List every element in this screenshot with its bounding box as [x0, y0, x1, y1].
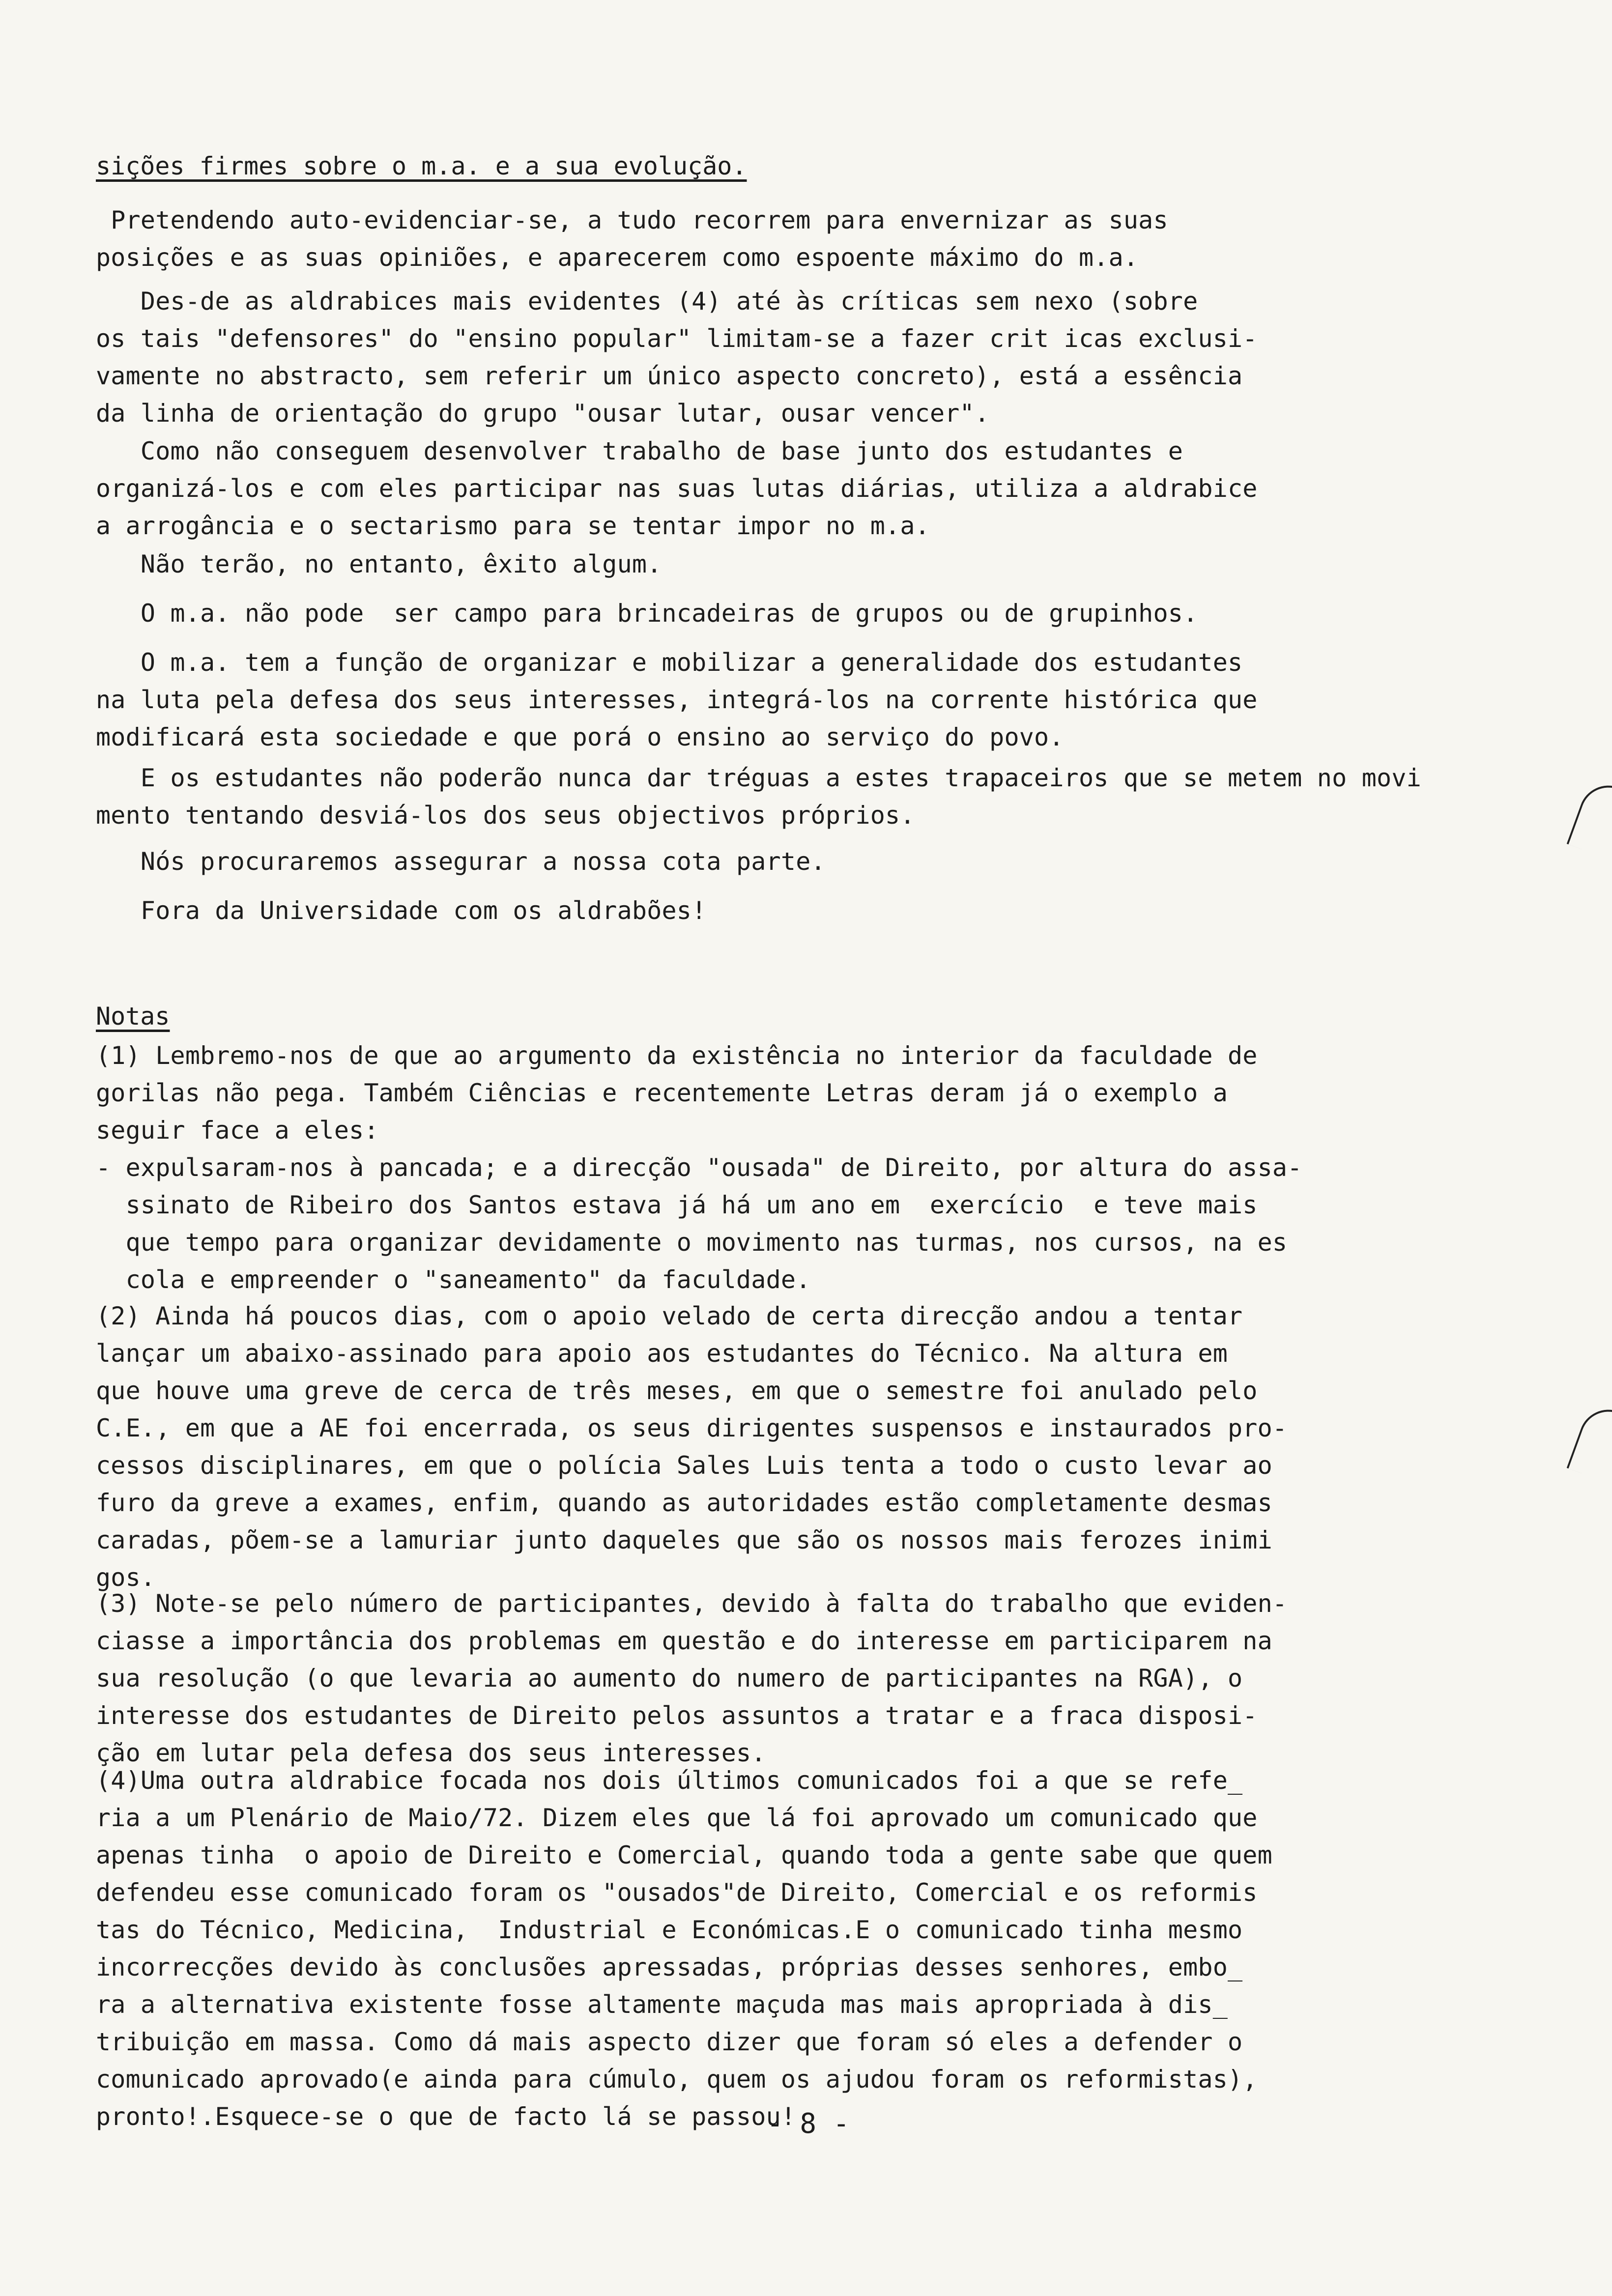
paragraph-9: Fora da Universidade com os aldrabões! [96, 896, 707, 925]
note-2: (2) Ainda há poucos dias, com o apoio velado de certa direcção andou a tentar lançar um abaixo-assinado para apoio aos estudantes do Técnico. Na altura em que houve uma greve de cerca de três meses, em que o semestre foi anulado pelo C.E., em que a AE foi encerrada, os seus dirigentes suspensos e instaurados pro- cessos disciplinares, em que o polícia Sales Luis tenta a todo o custo levar ao furo da greve a exames, enfim, quando as autoridades estão completamente desmas caradas, põem-se a lamuriar junto daqueles que são os nossos mais ferozes inimi gos. [96, 1302, 1288, 1592]
paragraph-2: Des-de as aldrabices mais evidentes (4) até às críticas sem nexo (sobre os tais "defensores" do "ensino popular" limitam-se a fazer crit icas exclusi- vamente no abstracto, sem referir um único aspecto concreto), está a essência da linha de orientação do grupo "ousar lutar, ousar vencer". [96, 287, 1258, 428]
page-number: - 8 - [767, 2108, 850, 2140]
note-4: (4)Uma outra aldrabice focada nos dois últimos comunicados foi a que se refe_ ria a um Plenário de Maio/72. Dizem eles que lá foi aprovado um comunicado que apenas tinha o apoio de Direito e Comercial, quando toda a gente sabe que quem defendeu esse comunicado foram os "ousados"de Direito, Comercial e os reformis tas do Técnico, Medicina, Industrial e Económicas.E o comunicado tinha mesmo incorrecções devido às conclusões apressadas, próprias desses senhores, embo_ ra a alternativa existente fosse altamente maçuda mas mais apropriada à dis_ tribuição em massa. Como dá mais aspecto dizer que foram só eles a defender o comunicado aprovado(e ainda para cúmulo, quem os ajudou foram os reformistas), pronto!.Esquece-se o que de facto lá se passou! [96, 1766, 1272, 2131]
notes-heading: Notas [96, 1002, 170, 1031]
paragraph-8: Nós procuraremos assegurar a nossa cota parte. [96, 847, 826, 876]
paragraph-6: O m.a. tem a função de organizar e mobilizar a generalidade dos estudantes na luta pela defesa dos seus interesses, integrá-los na corrente histórica que modificará esta sociedade e que porá o ensino ao serviço do povo. [96, 648, 1258, 751]
paragraph-7: E os estudantes não poderão nunca dar tréguas a estes trapaceiros que se metem no movi mento tentando desviá-los dos seus objectivos próprios. [96, 764, 1421, 830]
note-3: (3) Note-se pelo número de participantes, devido à falta do trabalho que eviden- ciasse a importância dos problemas em questão e do interesse em participarem na sua resolução (o que levaria ao aumento do numero de participantes na RGA), o interesse dos estudantes de Direito pelos assuntos a tratar e a fraca disposi- ção em lutar pela defesa dos seus interesses. [96, 1589, 1288, 1767]
continued-heading: sições firmes sobre o m.a. e a sua evolução. [96, 152, 747, 180]
paragraph-4: Não terão, no entanto, êxito algum. [96, 550, 662, 578]
margin-bracket-mark [1567, 1402, 1612, 1481]
paragraph-1: Pretendendo auto-evidenciar-se, a tudo recorrem para envernizar as suas posições e as suas opiniões, e aparecerem como espoente máximo do m.a. [96, 206, 1168, 272]
margin-bracket-mark [1567, 777, 1612, 857]
paragraph-3: Como não conseguem desenvolver trabalho de base junto dos estudantes e organizá-los e com eles participar nas suas lutas diárias, utiliza a aldrabice a arrogância e o sectarismo para se tentar impor no m.a. [96, 437, 1258, 540]
paragraph-5: O m.a. não pode ser campo para brincadeiras de grupos ou de grupinhos. [96, 599, 1198, 628]
note-1: (1) Lembremo-nos de que ao argumento da existência no interior da faculdade de gorilas não pega. Também Ciências e recentemente Letras deram já o exemplo a seguir face a eles: - expulsaram-nos à pancada; e a direcção "ousada" de Direito, por altura do assa- ssinato de Ribeiro dos Santos estava já há um ano em exercício e teve mais que tempo para organizar devidamente o movimento nas turmas, nos cursos, na es cola e empreender o "saneamento" da faculdade. [96, 1041, 1302, 1294]
